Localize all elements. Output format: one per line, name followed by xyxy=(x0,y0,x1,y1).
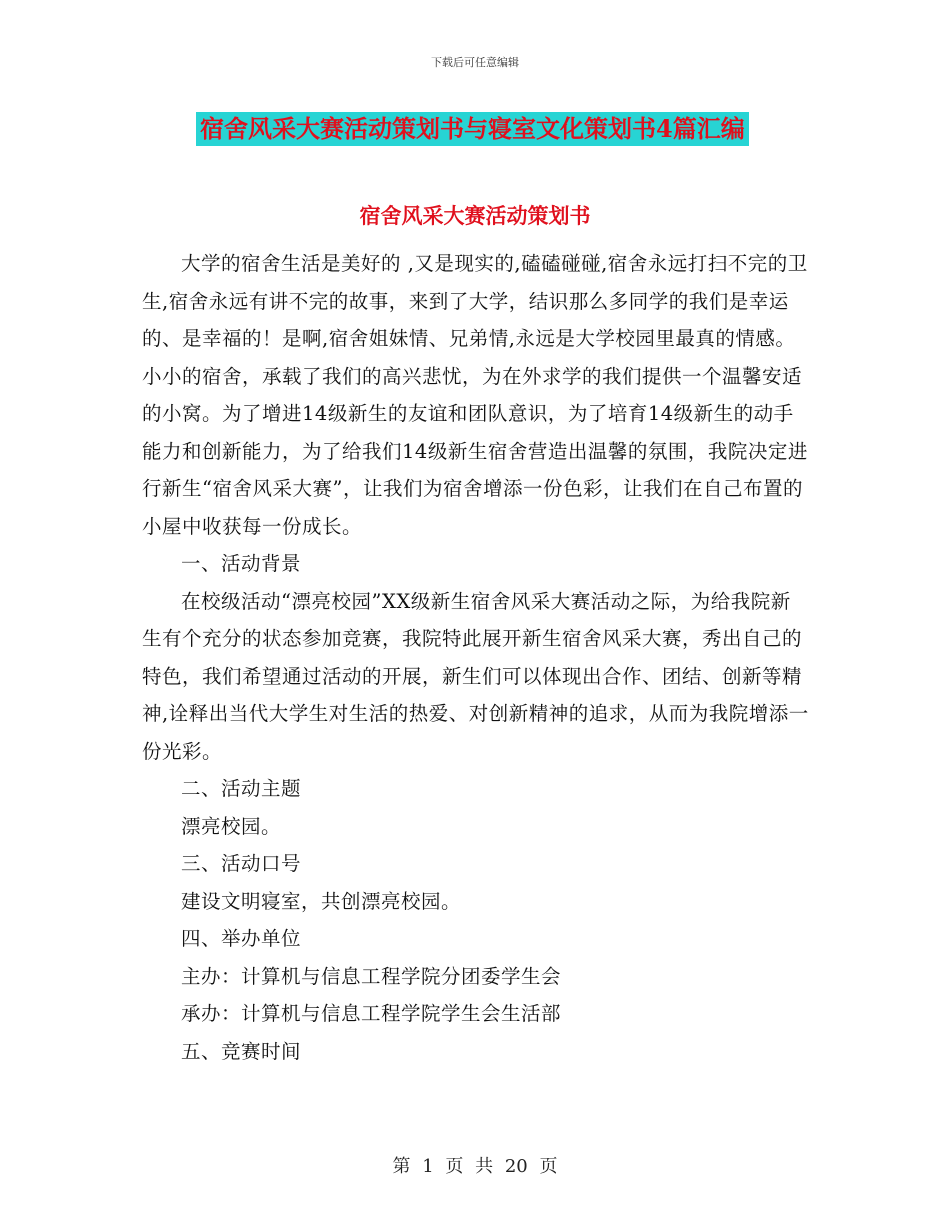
heading-organizers: 四、举办单位 xyxy=(181,927,302,950)
document-title: 宿舍风采大赛活动策划书与寝室文化策划书4篇汇编 xyxy=(196,112,749,146)
page-header-note: 下载后可任意编辑 xyxy=(431,56,519,69)
background-paragraph: 在校级活动“漂亮校园”XX级新生宿舍风采大赛活动之际，为给我院新生有个充分的状态参加竞赛，我院特此展开新生宿舍风采大赛，秀出自己的特色，我们希望通过活动的开展，新生们可以体现出合作、团结、创新等精神,诠释出当代大学生对生活的热爱、对创新精神的追求，从而为我院增添一份光彩。 xyxy=(142,589,809,763)
document-body xyxy=(142,245,810,1070)
organizer-host: 主办：计算机与信息工程学院分团委学生会 xyxy=(181,964,562,988)
heading-background: 一、活动背景 xyxy=(181,552,302,575)
heading-slogan: 三、活动口号 xyxy=(181,852,302,875)
organizer-undertaker: 承办：计算机与信息工程学院学生会生活部 xyxy=(181,1002,562,1025)
intro-paragraph: 大学的宿舍生活是美好的 ,又是现实的,磕磕碰碰,宿舍永远打扫不完的卫生,宿舍永远有讲不完的故事，来到了大学，结识那么多同学的我们是幸运的、是幸福的！是啊,宿舍姐妹情、兄弟情,永远是大学校园里最真的情感。小小的宿舍，承载了我们的高兴悲忧，为在外求学的我们提供一个温馨安适的小窝。为了增进14级新生的友谊和团队意识，为了培育14级新生的动手能力和创新能力，为了给我们14级新生宿舍营造出温馨的氛围，我院决定进行新生“宿舍风采大赛”，让我们为宿舍增添一份色彩，让我们在自己布置的小屋中收获每一份成长。 xyxy=(142,252,808,538)
section-title: 宿舍风采大赛活动策划书 xyxy=(359,203,591,228)
page-number-footer: 第 1 页 共 20 页 xyxy=(392,1156,558,1177)
heading-time: 五、竞赛时间 xyxy=(181,1039,302,1063)
theme-paragraph: 漂亮校园。 xyxy=(181,814,282,838)
slogan-paragraph: 建设文明寝室，共创漂亮校园。 xyxy=(181,889,462,913)
heading-theme: 二、活动主题 xyxy=(181,777,302,800)
